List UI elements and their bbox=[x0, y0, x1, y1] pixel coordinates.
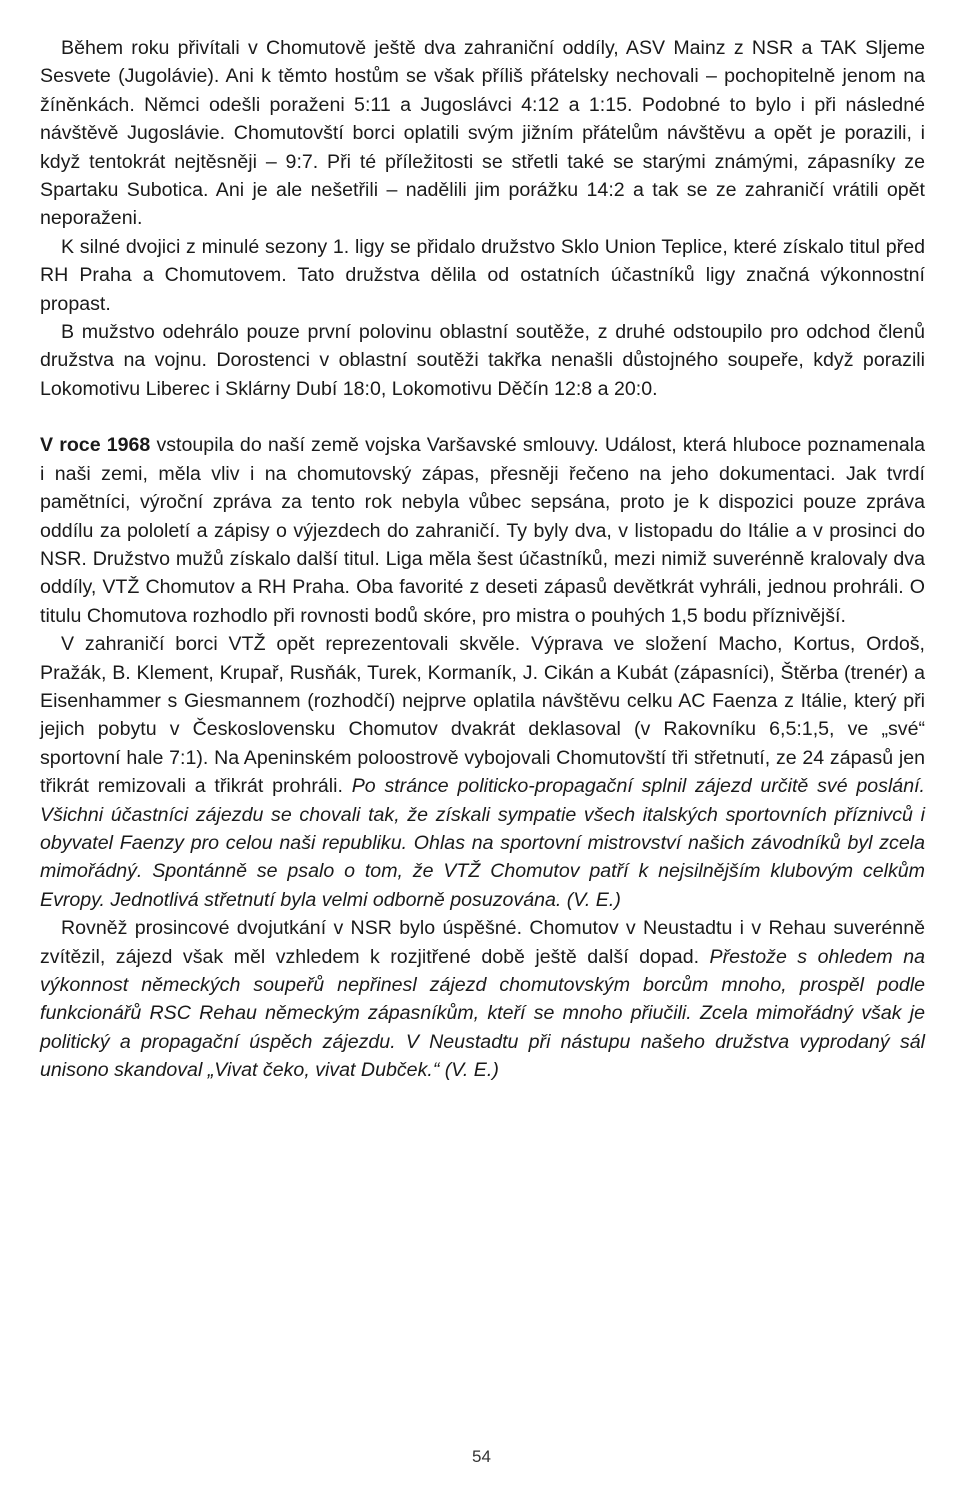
paragraph-year-1968 bbox=[40, 431, 925, 630]
page-body bbox=[40, 34, 925, 1085]
germany-trip-quote: Přestože s ohledem na výkonnost německých soupeřů nepřinesl zájezd chomutovským borcům mnoho, prospěl podle funkcionářů RSC Rehau německým zápasníkům, kteří se mnoho přiučili. Zcela mimořádný však je politický a propagační úspěch zájezdu. V Neustadtu při nástupu našeho družstva vyprodaný sál unisono skandoval „Vivat čeko, vivat Dubček.“ (V. E.) bbox=[40, 945, 925, 1082]
paragraph-foreign-visits: Během roku přivítali v Chomutově ještě dva zahraniční oddíly, ASV Mainz z NSR a TAK Sljeme Sesvete (Jugolávie). Ani k těmto hostům se však příliš přátelsky nechovali – pochopitelně jenom na žíněnkách. Němci odešli poraženi 5:11 a Jugoslávci 4:12 a 1:15. Podobné to bylo i při následné návštěvě Jugoslávie. Chomutovští borci oplatili svým jižním přátelům návštěvu a opět je porazili, i když tentokrát nejtěsněji – 9:7. Při té příležitosti se střetli také se starými známými, zápasníky ze Spartaku Subotica. Ani je ale nešetřili – nadělili jim porážku 14:2 a tak se ze zahraničí vrátili opět neporaženi. bbox=[40, 37, 925, 230]
page-number: 54 bbox=[472, 1447, 491, 1466]
section-spacer bbox=[40, 403, 925, 431]
paragraph-italy-trip bbox=[40, 630, 925, 914]
year-heading: V roce 1968 bbox=[40, 434, 151, 457]
italy-trip-quote: Po stránce politicko-propagační splnil zájezd určitě své poslání. Všichni účastníci zájezdu se chovali tak, že získali sympatie všech italských sportovních příznivců i obyvatel Faenzy pro celou naši republiku. Ohlas na sportovní mistrovství našich závodníků byl zcela mimořádný. Spontánně se psalo o tom, že VTŽ Chomutov patří k nejsilnějším klubovým celkům Evropy. Jednotlivá střetnutí byla velmi odborně posuzována. (V. E.) bbox=[40, 775, 925, 911]
paragraph-league-season: K silné dvojici z minulé sezony 1. ligy se přidalo družstvo Sklo Union Teplice, které získalo titul před RH Praha a Chomutovem. Tato družstva dělila od ostatních účastníků ligy značná výkonnostní propast. bbox=[40, 235, 925, 315]
italy-trip-text: V zahraničí borci VTŽ opět reprezentovali skvěle. Výprava ve složení Macho, Kortus, Ordoš, Pražák, B. Klement, Krupař, Rusňák, Turek, Kormaník, J. Cikán a Kubát (zápasníci), Štěrba (trenér) a Eisenhammer s Giesmannem (rozhodčí) nejprve oplatila návštěvu celku AC Faenza z Itálie, který při jejich pobytu v Československu Chomutov dvakrát deklasoval (v Rakovníku 6,5:1,5, ve „své“ sportovní hale 7:1). Na Apeninském poloostrově vybojovali Chomutovští tři střetnutí, ze 24 zápasů jen třikrát remizovali a třikrát prohráli. bbox=[40, 633, 925, 798]
paragraph-germany-trip bbox=[40, 914, 925, 1084]
paragraph-year-1968-text: vstoupila do naší země vojska Varšavské smlouvy. Událost, která hluboce poznamenala i naši zemi, měla vliv i na chomutovský zápas, přesněji řečeno na jeho dokumentaci. Jak tvrdí pamětníci, výroční zpráva za tento rok nebyla vůbec sepsána, proto je k dispozici pouze zpráva oddílu za pololetí a zápisy o výjezdech do zahraničí. Ty byly dva, v listopadu do Itálie a v prosinci do NSR. Družstvo mužů získalo další titul. Liga měla šest účastníků, mezi nimiž suverénně kralovaly dva oddíly, VTŽ Chomutov a RH Praha. Oba favorité z deseti zápasů devětkrát vyhráli, jednou prohráli. O titulu Chomutova rozhodlo při rovnosti bodů skóre, pro mistra o pouhých 1,5 bodu příznivější. bbox=[40, 434, 925, 627]
germany-trip-text: Rovněž prosincové dvojutkání v NSR bylo úspěšné. Chomutov v Neustadtu i v Rehau suverénně zvítězil, zájezd však měl vzhledem k rozjitřené době ještě další dopad. bbox=[40, 917, 925, 968]
paragraph-b-team-juniors: B mužstvo odehrálo pouze první polovinu oblastní soutěže, z druhé odstoupilo pro odchod členů družstva na vojnu. Dorostenci v oblastní soutěži takřka nenašli důstojného soupeře, když porazili Lokomotivu Liberec i Sklárny Dubí 18:0, Lokomotivu Děčín 12:8 a 20:0. bbox=[40, 321, 925, 400]
